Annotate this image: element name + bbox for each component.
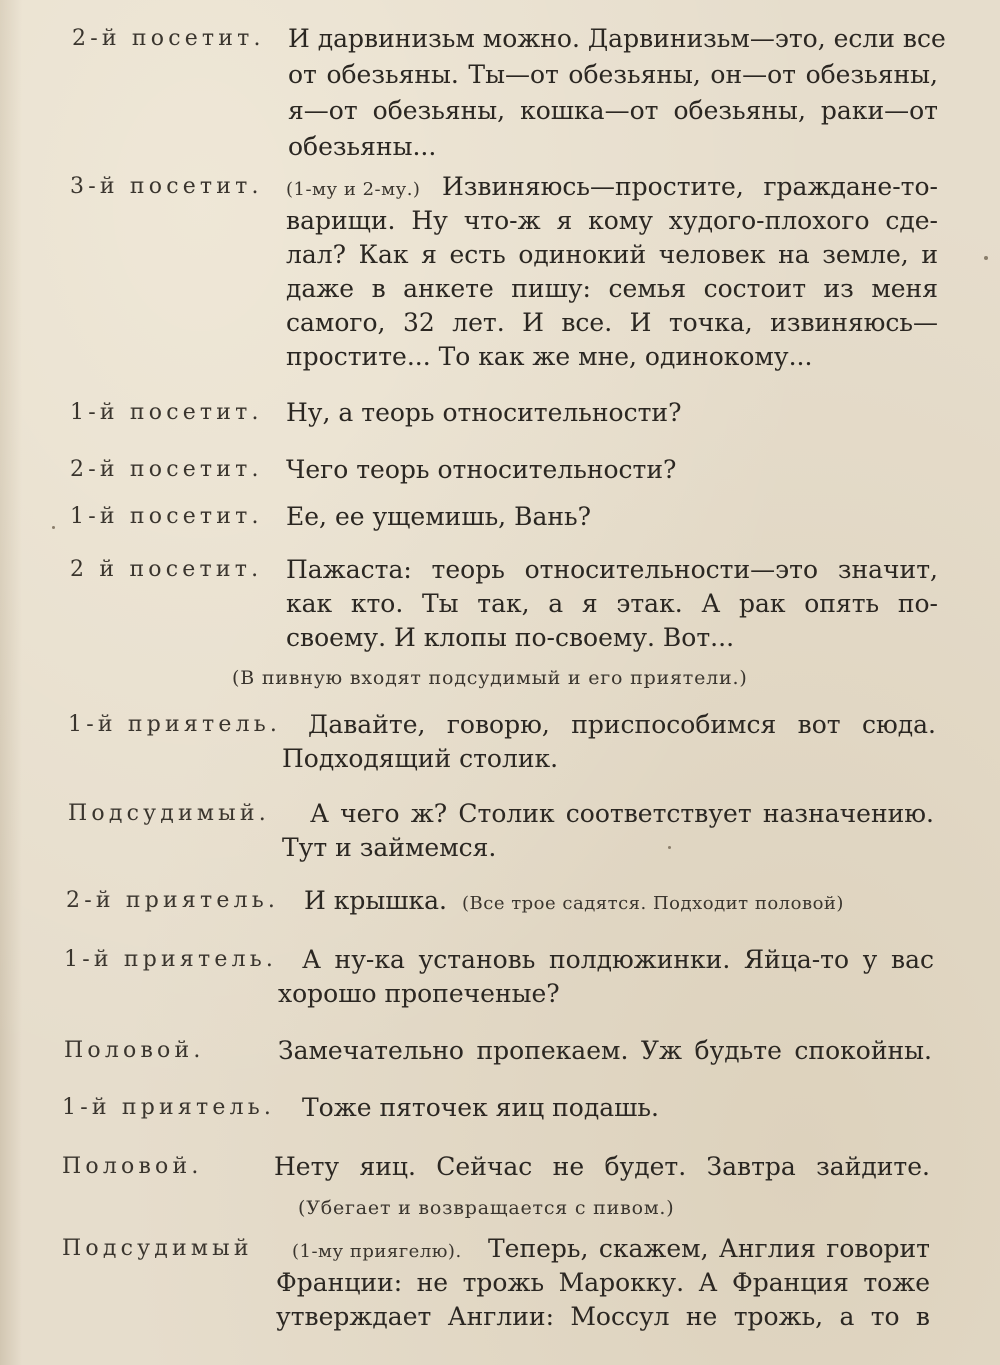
speaker-name: Половой.	[64, 1038, 205, 1063]
dialogue-line: Чего теорь относительности?	[286, 455, 677, 484]
dialogue-line: варищи. Ну что-ж я кому худого-плохого сде-	[286, 206, 938, 235]
speaker-name: 2-й посетит.	[72, 26, 265, 51]
speaker-name: 1-й приятель.	[62, 1095, 276, 1120]
dialogue-line: Франции: не трожь Марокку. А Франция тоже	[276, 1268, 930, 1297]
speaker-name: 1-й приятель.	[64, 947, 278, 972]
dialogue-line: И дарвинизьм можно. Дарвинизьм—это, если все	[288, 24, 946, 53]
speaker-name: Подсудимый.	[68, 801, 270, 826]
paper-speck	[984, 256, 988, 260]
dialogue-line: даже в анкете пишу: семья состоит из меня	[286, 274, 938, 303]
dialogue-line: Извиняюсь—простите, граждане-то-	[442, 172, 938, 201]
dialogue-line: утверждает Англии: Моссул не трожь, а то в	[276, 1302, 930, 1331]
dialogue-line: Подходящий столик.	[282, 744, 559, 773]
dialogue-line: своему. И клопы по-своему. Вот...	[286, 623, 735, 652]
stage-direction-inline: (1-му приягелю).	[292, 1241, 462, 1262]
dialogue-line: обезьяны...	[288, 132, 437, 161]
dialogue-line: самого, 32 лет. И все. И точка, извиняюсь—	[286, 308, 938, 337]
dialogue-line: И крышка.	[304, 886, 447, 915]
dialogue-line: как кто. Ты так, а я этак. А рак опять по-	[286, 589, 938, 618]
dialogue-line: Ну, а теорь относительности?	[286, 398, 682, 427]
stage-direction-inline: (1-му и 2-му.)	[286, 179, 421, 200]
stage-direction-inline: (Все трое садятся. Подходит половой)	[462, 893, 844, 914]
dialogue-line: простите... То как же мне, одинокому...	[286, 342, 813, 371]
speaker-name: 2-й посетит.	[70, 457, 263, 482]
dialogue-line: Ее, ее ущемишь, Вань?	[286, 502, 592, 531]
speaker-name: 1-й посетит.	[70, 400, 263, 425]
paper-speck	[52, 526, 55, 529]
dialogue-line: Тут и займемся.	[282, 833, 497, 862]
dialogue-line: А чего ж? Столик соответствует назначению.	[310, 799, 934, 828]
dialogue-line: А ну-ка установь полдюжинки. Яйца-то у вас	[302, 945, 934, 974]
paper-speck	[668, 846, 671, 849]
dialogue-line: от обезьяны. Ты—от обезьяны, он—от обезьяны,	[288, 60, 938, 89]
stage-direction: (В пивную входят подсудимый и его приятели.)	[232, 667, 748, 689]
dialogue-line: хорошо пропеченые?	[278, 979, 560, 1008]
stage-direction: (Убегает и возвращается с пивом.)	[298, 1197, 675, 1219]
dialogue-line: Замечательно пропекаем. Уж будьте спокойны.	[278, 1036, 932, 1065]
dialogue-line: Давайте, говорю, приспособимся вот сюда.	[308, 710, 936, 739]
dialogue-line: Нету яиц. Сейчас не будет. Завтра зайдите.	[274, 1152, 930, 1181]
speaker-name: 2 й посетит.	[70, 557, 263, 582]
speaker-name: 2-й приятель.	[66, 888, 280, 913]
dialogue-line: Пажаста: теорь относительности—это значит,	[286, 555, 938, 584]
speaker-name: 3-й посетит.	[70, 174, 263, 199]
dialogue-line: я—от обезьяны, кошка—от обезьяны, раки—от	[288, 96, 938, 125]
speaker-name: 1-й приятель.	[68, 712, 282, 737]
speaker-name: Подсудимый	[62, 1236, 253, 1261]
speaker-name: Половой.	[62, 1154, 203, 1179]
dialogue-line: лал? Как я есть одинокий человек на земле, и	[286, 240, 938, 269]
speaker-name: 1-й посетит.	[70, 504, 263, 529]
dialogue-line: Тоже пяточек яиц подашь.	[302, 1093, 659, 1122]
dialogue-line: Теперь, скажем, Англия говорит	[488, 1234, 930, 1263]
